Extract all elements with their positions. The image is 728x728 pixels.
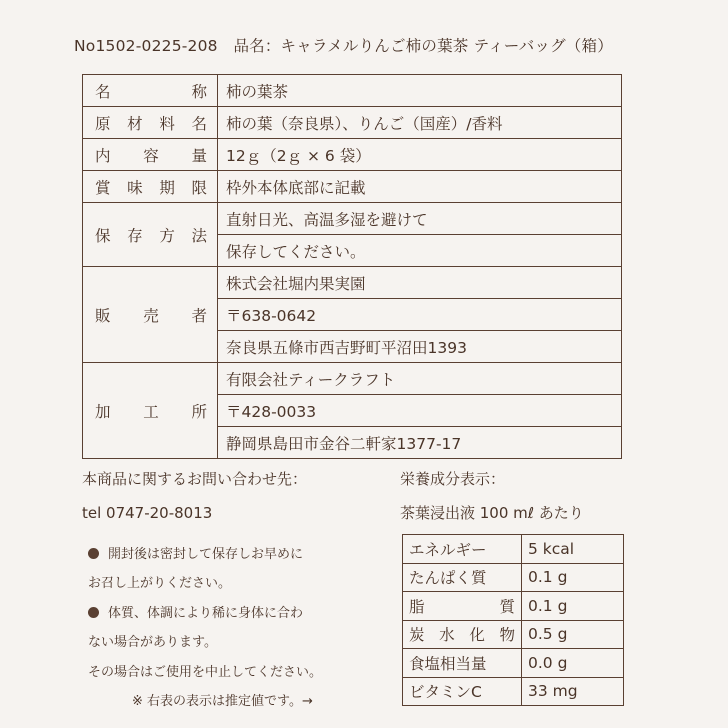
note-line: ない場合があります。 <box>88 635 217 651</box>
table-row <box>83 267 622 299</box>
table-row <box>403 677 624 706</box>
note-line: お召し上がりください。 <box>88 576 232 592</box>
nutrient-value: 5 kcal <box>522 535 624 564</box>
nutrient-label: 食塩相当量 <box>403 649 522 678</box>
nutrient-label: ビタミンC <box>403 677 522 706</box>
seller-line: 奈良県五條市西吉野町平沼田1393 <box>218 331 622 363</box>
table-row <box>403 649 624 678</box>
label-cell: 賞 味 期 限 <box>83 171 218 203</box>
table-row <box>403 535 624 564</box>
nutrition-table <box>402 534 624 706</box>
table-row <box>83 363 622 395</box>
storage-line: 直射日光、高温多湿を避けて <box>218 203 622 235</box>
label-cell: 保 存 方 法 <box>83 203 218 267</box>
nutrition-heading-block <box>400 462 584 530</box>
table-row <box>403 620 624 649</box>
table-row <box>83 203 622 235</box>
storage-line: 保存してください。 <box>218 235 622 267</box>
reference-note: ※ 右表の表示は推定値です。→ <box>132 694 313 710</box>
label-cell: 加 工 所 <box>83 363 218 459</box>
contact-heading: 本商品に関するお問い合わせ先： <box>82 470 308 488</box>
nutrient-value: 0.5 g <box>522 620 624 649</box>
name-value: 柿の葉茶 <box>218 75 622 107</box>
label-cell: 販 売 者 <box>83 267 218 363</box>
nutrient-value: 0.1 g <box>522 592 624 621</box>
note-line: 体質、体調により稀に身体に合わ <box>88 599 322 628</box>
nutrient-label: 脂 質 <box>403 592 522 621</box>
nutrient-label: たんぱく質 <box>403 563 522 592</box>
table-row <box>403 563 624 592</box>
nutrient-value: 0.0 g <box>522 649 624 678</box>
content-value: 12ｇ（2ｇ × 6 袋） <box>218 139 622 171</box>
note-line: その場合はご使用を中止してください。 <box>88 664 323 680</box>
notes-block <box>88 540 322 716</box>
nutrient-label: 炭 水 化 物 <box>403 620 522 649</box>
seller-line: 〒638-0642 <box>218 299 622 331</box>
table-row <box>83 75 622 107</box>
nutrition-heading: 栄養成分表示： <box>400 470 506 488</box>
table-row <box>83 171 622 203</box>
seller-line: 株式会社堀内果実園 <box>218 267 622 299</box>
product-header: No1502-0225-208 品名：キャラメルりんご柿の葉茶 ティーバッグ（箱） <box>74 37 613 55</box>
maker-line: 有限会社ティークラフト <box>218 363 622 395</box>
table-row <box>83 107 622 139</box>
note-line: 開封後は密封して保存しお早めに <box>88 540 322 569</box>
label-cell: 内 容 量 <box>83 139 218 171</box>
product-info-table <box>82 74 622 459</box>
table-row <box>83 139 622 171</box>
expiry-value: 枠外本体底部に記載 <box>218 171 622 203</box>
contact-tel: tel 0747-20-8013 <box>82 504 213 522</box>
nutrient-value: 0.1 g <box>522 563 624 592</box>
label-cell: 名 称 <box>83 75 218 107</box>
ingredients-value: 柿の葉（奈良県）、りんご（国産）/香料 <box>218 107 622 139</box>
table-row <box>403 592 624 621</box>
maker-line: 静岡県島田市金谷二軒家1377-17 <box>218 427 622 459</box>
nutrient-label: エネルギー <box>403 535 522 564</box>
contact-block <box>82 462 307 530</box>
label-cell: 原 材 料 名 <box>83 107 218 139</box>
bullet-icon <box>88 548 99 559</box>
maker-line: 〒428-0033 <box>218 395 622 427</box>
nutrient-value: 33 mg <box>522 677 624 706</box>
nutrition-basis: 茶葉浸出液 100 mℓ あたり <box>400 504 584 522</box>
bullet-icon <box>88 607 99 618</box>
